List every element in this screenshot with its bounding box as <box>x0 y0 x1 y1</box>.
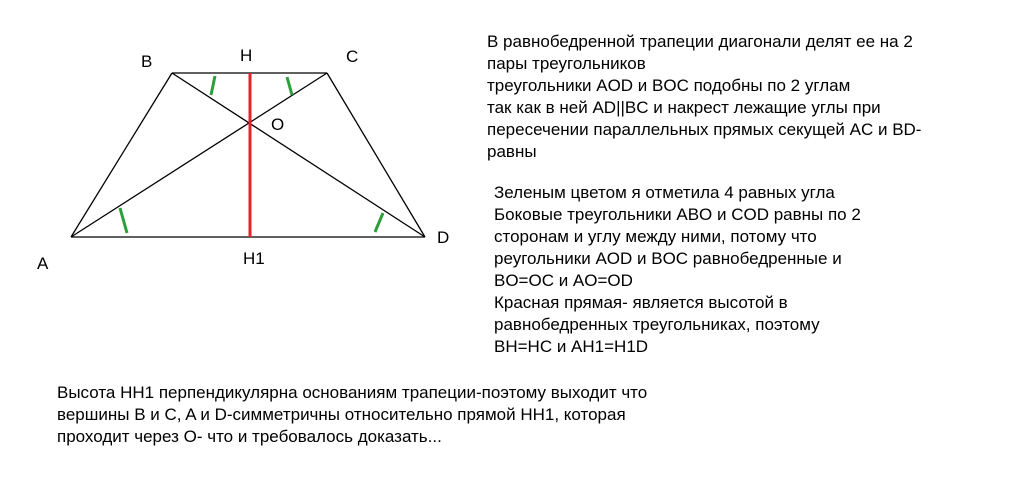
diagonal-bd <box>172 73 425 237</box>
angle-mark-b <box>211 76 215 95</box>
text-line: равны <box>487 142 537 161</box>
text-line: В равнобедренной трапеции диагонали делят ее на 2 <box>487 32 913 51</box>
text-block-3 <box>57 382 647 448</box>
label-a: A <box>37 254 49 273</box>
label-h: H <box>240 46 253 65</box>
text-line: равнобедренных треугольниках, поэтому <box>494 315 820 334</box>
text-line: Высота HH1 перпендикулярна основаниям трапеции-поэтому выходит что <box>57 383 648 402</box>
text-line: Боковые треугольники ABO и COD равны по 2 <box>494 205 861 224</box>
angle-mark-d <box>375 213 383 232</box>
label-c: C <box>346 47 359 66</box>
label-h1: H1 <box>243 249 265 268</box>
text-line: пересечении параллельных прямых секущей AC и BD- <box>487 120 922 139</box>
text-line: так как в ней AD||BC и накрест лежащие углы при <box>487 98 881 117</box>
text-line: BO=OC и AO=OD <box>494 271 633 290</box>
text-line: сторонам и углу между ними, потому что <box>494 227 817 246</box>
angle-mark-c <box>287 77 292 95</box>
label-b: B <box>141 52 153 71</box>
label-d: D <box>437 228 450 247</box>
text-line: вершины B и C, A и D-симметричны относительно прямой HH1, которая <box>57 405 626 424</box>
text-line: реугольники AOD и BOC равнобедренные и <box>494 249 842 268</box>
text-line: Зеленым цветом я отметила 4 равных угла <box>494 183 835 202</box>
text-line: BH=HC и AH1=H1D <box>494 337 649 356</box>
diagonal-ac <box>71 73 327 237</box>
text-line: проходит через O- что и требовалось доказать... <box>57 427 442 446</box>
angle-mark-a <box>120 208 127 233</box>
side-cd <box>327 73 425 237</box>
label-o: O <box>271 115 285 134</box>
text-line: пары треугольников <box>487 54 646 73</box>
text-line: треугольники AOD и BOC подобны по 2 углам <box>487 76 851 95</box>
text-block-1 <box>487 31 921 163</box>
text-line: Красная прямая- является высотой в <box>494 293 788 312</box>
text-block-2 <box>494 182 861 358</box>
